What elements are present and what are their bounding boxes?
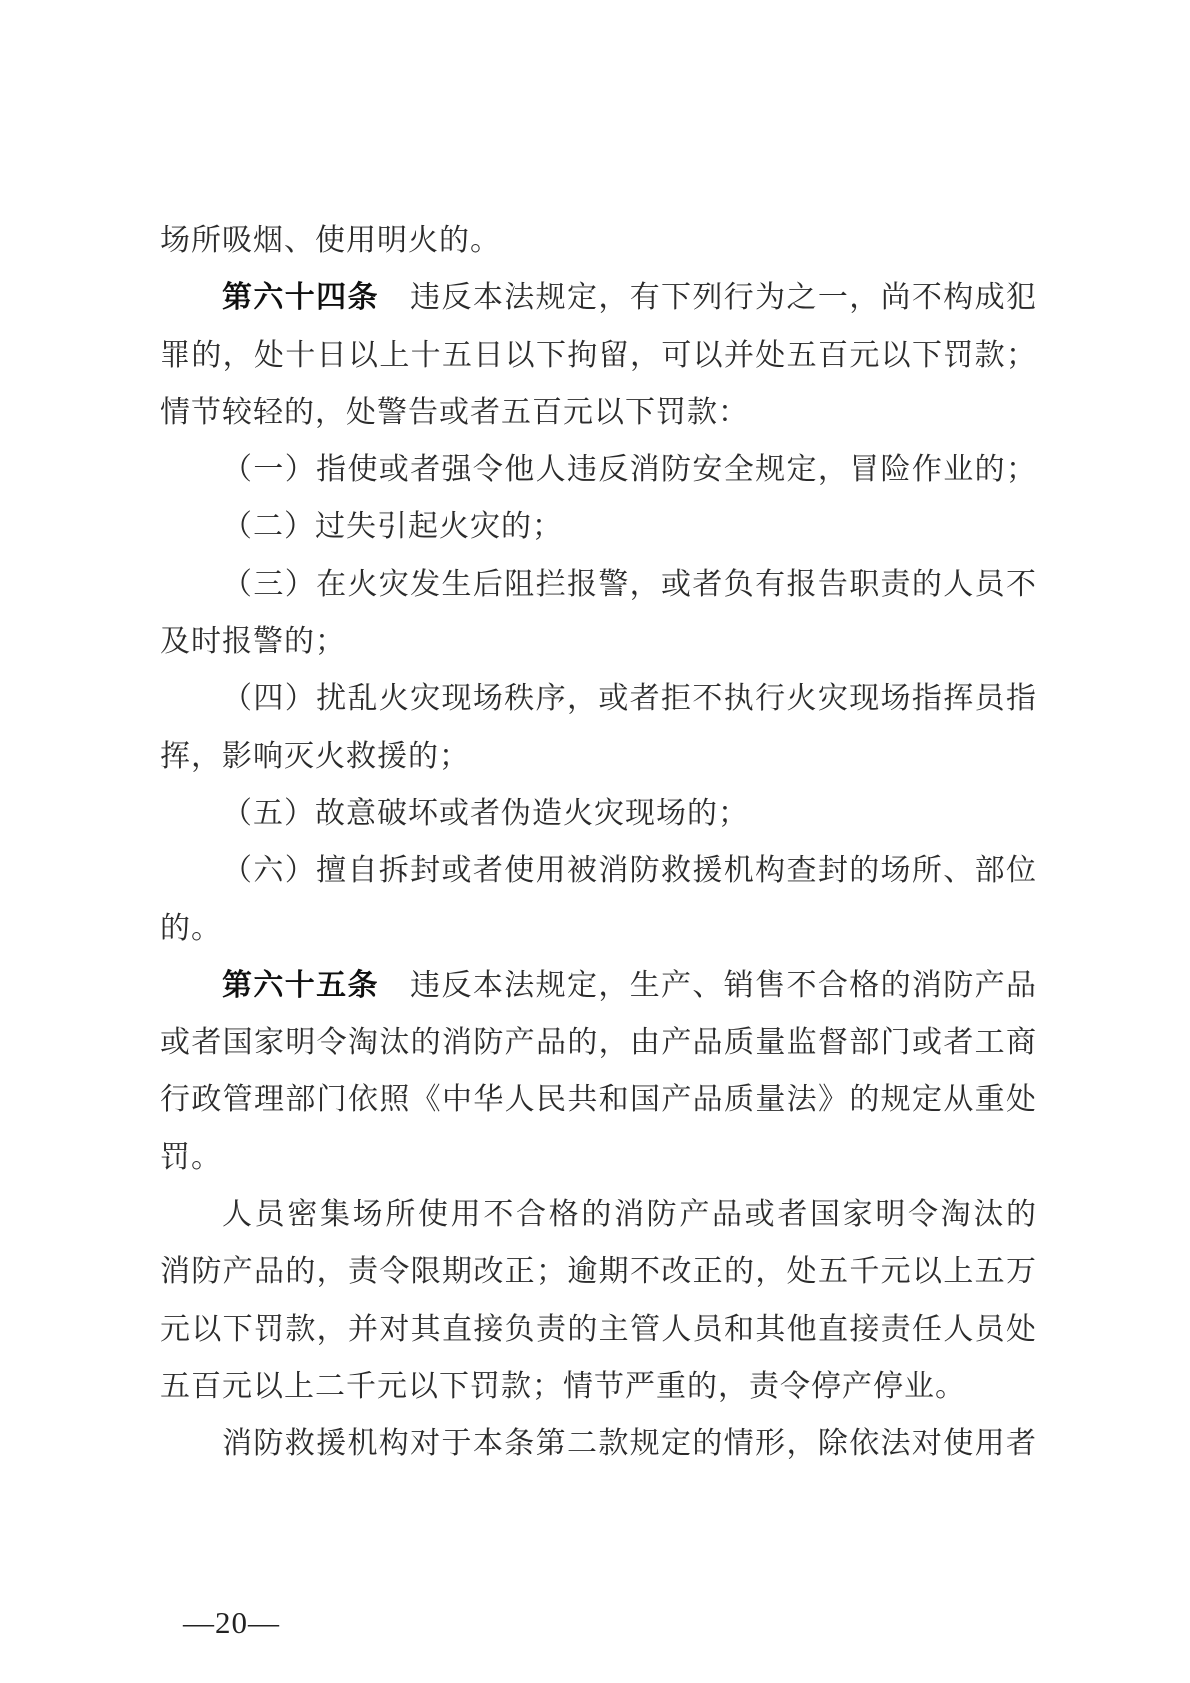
line-text: 罪的，处十日以上十五日以下拘留，可以并处五百元以下罚款； (160, 338, 1037, 372)
text-line (160, 1243, 1037, 1300)
text-line (160, 1129, 1037, 1186)
text-line (160, 1186, 1037, 1243)
line-text: 情节较轻的，处警告或者五百元以下罚款： (160, 395, 749, 429)
text-line (160, 498, 1037, 555)
line-text: 消防救援机构对于本条第二款规定的情形，除依法对使用者 (222, 1427, 1037, 1461)
text-line (160, 384, 1037, 441)
text-line (160, 842, 1037, 899)
line-text: 的。 (160, 911, 222, 945)
line-text: 罚。 (160, 1140, 222, 1174)
line-text: （六）擅自拆封或者使用被消防救援机构查封的场所、部位 (222, 854, 1037, 888)
text-line (160, 785, 1037, 842)
line-text: 行政管理部门依照《中华人民共和国产品质量法》的规定从重处 (160, 1083, 1037, 1117)
line-text: 或者国家明令淘汰的消防产品的，由产品质量监督部门或者工商 (160, 1026, 1037, 1060)
text-line (160, 957, 1037, 1014)
text-line (160, 900, 1037, 957)
line-text: （三）在火灾发生后阻拦报警，或者负有报告职责的人员不 (222, 567, 1037, 601)
line-text: 及时报警的； (160, 625, 346, 659)
text-line (160, 1358, 1037, 1415)
text-line (160, 1071, 1037, 1128)
line-text: 五百元以上二千元以下罚款；情节严重的，责令停产停业。 (160, 1369, 966, 1403)
line-text: 元以下罚款，并对其直接负责的主管人员和其他直接责任人员处 (160, 1312, 1037, 1346)
line-text: （四）扰乱火灾现场秩序，或者拒不执行火灾现场指挥员指 (222, 682, 1037, 716)
line-text: 违反本法规定，生产、销售不合格的消防产品 (409, 968, 1038, 1002)
line-text: 场所吸烟、使用明火的。 (160, 224, 501, 257)
text-line (160, 269, 1037, 326)
text-line (160, 670, 1037, 727)
line-text: （二）过失引起火灾的； (222, 510, 563, 544)
text-line (160, 728, 1037, 785)
article-heading: 第六十五条 (222, 968, 379, 1002)
text-line (160, 327, 1037, 384)
document-body (160, 212, 1037, 1473)
text-line (160, 1014, 1037, 1071)
line-text: 违反本法规定，有下列行为之一，尚不构成犯 (409, 281, 1038, 315)
line-text: 人员密集场所使用不合格的消防产品或者国家明令淘汰的 (222, 1198, 1037, 1232)
article-heading: 第六十四条 (222, 281, 379, 315)
line-text: 挥，影响灭火救援的； (160, 739, 470, 773)
line-text: 消防产品的，责令限期改正；逾期不改正的，处五千元以上五万 (160, 1255, 1037, 1289)
text-line (160, 1301, 1037, 1358)
line-text: （五）故意破坏或者伪造火灾现场的； (222, 796, 749, 830)
line-text: （一）指使或者强令他人违反消防安全规定，冒险作业的； (222, 453, 1037, 487)
text-line (160, 1415, 1037, 1472)
text-line (160, 556, 1037, 613)
page-number: —20— (183, 1605, 280, 1640)
text-line (160, 212, 1037, 269)
text-line (160, 613, 1037, 670)
text-line (160, 441, 1037, 498)
